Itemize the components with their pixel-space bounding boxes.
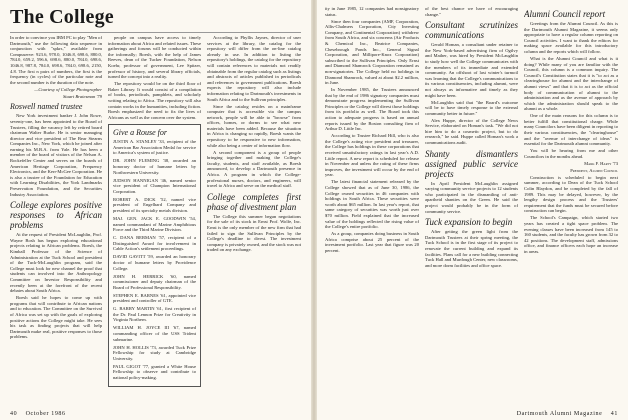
paragraph-mclaughlin: McLaughlin said that "the Board's outcome will be to have timely response to the external community better in future." (425, 99, 518, 116)
paragraph-what-is: What is the Alumni Council and what is it doing? While many of you are familiar with the Council, this column is a common inquiry. The Council's Constitution states that it is "to act as a clearinghouse for alumni and the interchange of alumni views" and that it is to act as the official body of communication of alumni to the administration and as the avenue of approach by which the administration should speak to the alumni as a whole. (524, 55, 618, 112)
paragraph-withdrew: Since then four companies (AMF, Corporation, Allis-Chalmers Corporation, City Investing Company, and Continental Corporation) withdrew from South Africa, and six concerns (Air Products & Chemical Inc., Beatrice Companies, Chesebrough Ponds Inc., General Signal Corporation, and Millipore-Knox Corporation) subscribed to the Sullivan Principles. Only Ernst and Diamond Shamrock Corporation remained as non-signatories. The College held no holdings in Diamond Shamrock, valued at about $2.2 million, in June. (325, 18, 419, 86)
box-entry: JUSTIN A. STANLEY '33, recipient of the American Bar Association Medal for service to America's system of justice. (113, 139, 196, 156)
box-entry: DAVID GAVITT '59, awarded an honorary doctor of humane letters by Providence College. (113, 254, 196, 271)
left-column-1 (10, 35, 102, 407)
paragraph-portfolio: As a group, companies doing business in South Africa comprise about 25 percent of the investment portfolio. Last year that figure was 20 percent. (325, 231, 419, 253)
box-entry: JOHN H. HERRICK '60, named commissioner and deputy chairman of the Board of Professional Responsibility. (113, 273, 196, 290)
paragraph-hearing: You will be hearing from me and other Councilors in the months ahead. (524, 148, 618, 159)
signature-title: President, Alumni Council (570, 167, 618, 173)
photo-credit-line: —Courtesy of College Photographer (34, 86, 102, 92)
paragraph-construction: Construction is scheduled to begin next summer, according to Dean of the Tuck School Colin Blaydon, and be completed by the fall of 1989. This may be delayed, however, by the lengthy design process and the Trustees' requirement that the funds must be secured before construction can begin. (524, 174, 618, 214)
paragraph-college-1: At the request of President McLaughlin, Prof. Wayne Bosh has begun exploring educational projects relating to African problems. Boesh, the Kimball Professor of the Science of Administration at the Tuck School and president of the Tuck-McLaughlin program, said the College must look for new channel the proof that students can involved into the Anthropology Committee on Investor Responsibility and recently been at the forefront of the recent debates about South Africa. (10, 232, 102, 294)
right-column-1 (325, 6, 419, 406)
issue-date: October 1986 (25, 411, 66, 417)
paragraph-november: In November 1985, the Trustees announced that by the end of 1986 signatory companies must demonstrate progress implementing the Sullivan Principles or the College will divest those holdings from its portfolio as well. The Board took this action to adequate progress is based on annual reports issued by the Boston consulting firm of Arthur D. Little Inc. (325, 87, 419, 132)
intro-paragraph: In order to convince you IBM PC to play "Men of Dartmouth," use the following data sequence in conjunction with "spkrs," available from Compuserve: 923.6, 978.0, 1046.8, 698.6, 880.0, 784.0, 659.2, 596.6, 698.6, 880.0, 784.0, 698.6, 1046.8, 987.8, 784.0, 698.6, 784.0, 698.6, 2150, 4.8. The first n pairs of numbers, the first is the frequency (in cycles) of the particular note and the second number is the duration of the note. (10, 35, 102, 85)
give-a-rouse-box (108, 124, 201, 387)
paragraph-campaign: The School's Campaign, which started two years has created a tight space problem. The evening classes have been increased from 145 to 160 students, and the faculty has grown from 32 to 42 positions. The development staff, admissions office, and finance officers each hope an increase in areas. (524, 215, 618, 254)
heading-alumni-council: Alumni Council report (524, 9, 606, 19)
heading-divestment: College completes first phase of divestment plan (207, 191, 301, 212)
paragraph-huppe: Alex Huppe, director of the College News Service, elaborated on Homan's task. "We did not hire him to do a cosmetic project, but to do research," he said. Huppe called Homan's work a communications audit. (425, 117, 518, 146)
paragraph-catalog-2: Since the catalog resides on a mainframe computer that is accessible via the campus network, people will be able to "browse" from offices, homes, or dorms to see what new materials have been added. Because the situation in Africa is changing so rapidly, Boesh wants the repository to be responsive to new information, while also being a center of information flow. (207, 103, 301, 148)
left-column-2 (108, 35, 201, 407)
page-number-right: 41 (610, 411, 618, 417)
left-column-3 (207, 35, 301, 407)
folio-right (517, 411, 618, 417)
header-rule (10, 32, 301, 33)
paragraph-nonsignatory: ity in June 1985, 12 companies had nonsignatory status. (325, 6, 419, 17)
paragraph-trustee-hill: According to Trustee Richard Hill, who is also the College's acting vice president and treasurer, the College has holdings in these corporations that received unsatisfactory ratings in last year's A.D. Little report. A new report is scheduled for release in November and unless the rating of these firms improves, the investment will occur by the end of year. (325, 133, 419, 178)
paragraph-catalog-1: According to Phyllis Jaynes, director of user services at the library, the catalog for the repository will differ from the on-line catalog already in use. In addition to listing the repository's holdings, the catalog for the repository will contain references to materials not readily obtainable from the regular catalog such as listings and abstracts of articles published in periodicals and references to government publications. Boesh expects the repository will also include information relating to Dartmouth's investments in South Africa and to the Sullivan principles. (207, 35, 301, 102)
paragraph-greetings: Greetings from the Alumni Council. As this is the Dartmouth Alumni Magazine, it seems only appropriate to have a regular column reporting on Council activities. I want to thank the editors for making space available for this introductory column and the reports which will follow. (524, 21, 618, 54)
paragraph-divestment: The College this summer began negotiations for the sale of its stock in Ernst Prof. Wolfe, Inc. Ernst is the only member of the new firm that had failed to sign the Sullivan Principles by the College's deadline to divest. The investment company is privately owned, and the stock was not traded on any exchange. (207, 213, 301, 253)
box-entry: JUDSON HANNIGAN '46, named senior vice president of Champion International Corporation. (113, 177, 196, 194)
box-entry: PAUL GIGOT '77, granted a White House Fellowship to observe and contribute to national policy-making. (113, 363, 196, 380)
left-page (0, 0, 311, 420)
section-title: The College (10, 6, 114, 28)
photo-credit-name: Stuart Bratesman '79 (62, 93, 102, 99)
box-entry: MAJ. GEN. JACK E. GOODWIN '54, named commandant of Marine Amphibious Force and the Third Marine Division. (113, 215, 196, 233)
right-column-2 (425, 6, 518, 406)
box-entry: G. BARRY MARTIN '61, first recipient of the Dr. Paul Lennon Prize for Creativity in Virginia Northern. (113, 306, 196, 323)
box-entry: C. DANA BERMAN '57, recipient of a Distinguished Award for involvement in Cable Action's settlement proceedings. (113, 235, 196, 252)
paragraph-tuck: After getting the green light from the Dartmouth Trustees at their spring meeting, the Tuck School is in the first stage of its project to renovate the current building and expand its facilities. Plans call for a new building connecting Tuck Hall and Murdough Center, new classrooms, and more dorm facilities and office space. (425, 229, 518, 268)
paragraph-shanty: In April President McLaughlin assigned varying community service projects to 12 students who participated in the dismantling of anti-apartheid shanties on the Green. He said the project would probably be in the form of community service. (425, 180, 518, 214)
paragraph-financial: The latest financial statement released by the College showed that as of June 30, 1986, the College owned securities in 46 companies with holdings in South Africa. These securities were worth about $65 million. In last year's report, that same category of securities was worth just over $70 million. Field explained that the increased value of the holdings reflected the rising value of the College's entire portfolio. (325, 179, 419, 230)
folio-left (10, 411, 66, 417)
right-column-3 (524, 6, 618, 406)
box-entry: WILLIAM H. JOYCE III '67, named commanding officer of the USS Trident submarine. (113, 325, 196, 342)
box-entry: DR. JOHN FLEMING '38, awarded an honorary doctor of humane letters by Northwestern University. (113, 158, 196, 175)
box-entry: STEPHEN E. BARNES '61, appointed vice president and controller of GTE. (113, 292, 196, 304)
right-page (317, 0, 628, 420)
magazine-name: Dartmouth Alumni Magazine (516, 411, 603, 417)
paragraph-roswell: New York investment banker J. John Rowe, seventy-one, has been appointed to the Board of Trustees, filling the vacancy left by retired board chairman Walter Burke. He is senior managing director and vice president of The Bear Stearns Companies Inc., New York, which he joined after earning his M.B.A. from Yale. He has been a member of the board of visitors of the Nelson A. Rockefeller Center and serves on the boards of American Heritage Corporation, Frequency Electronics, and the Kerr-McGee Corporation. He is also a trustee of the Foundation for Education with Learning Disabilities, the York Landmarks Preservation Foundation, and the Securities Industry Association. (10, 113, 102, 197)
paragraph-repository-1: people on campus have access to timely information about Africa and related issues. These gatherings and forums will be conducted within the informally; Boesh, with the help of James Reeves, dean of the Tucker Foundation, Nelson Koehr, professor of government, Lee Spitzer, professor of history, and several library officials, turned the concept into a reality. (108, 35, 201, 80)
heading-roswell: Roswell named trustee (10, 102, 83, 112)
heading-consultant: Consultant scrutinizes communications (425, 20, 518, 41)
page-number-left: 40 (10, 411, 18, 417)
box-title: Give a Rouse for (113, 128, 167, 138)
heading-shanty: Shanty dismantlers assigned public service projects (425, 148, 518, 179)
paragraph-charge: One of the main reasons for this column is to better fulfill that constitutional charge. While many Councilors have been diligent in reporting to their various constituencies, the "clearinghouse" and the "avenue of interchange of ideas" is essential for the Dartmouth alumni community. (524, 113, 618, 147)
paragraph-repository-2: The repository would be on the third floor of Baker Library. It would consist of a compilation of books, periodicals, pamphlets, and scholarly writing relating to Africa. The repository will also contain works in the humanities, including fiction. Boesh emphasized the need to fix the lives of Africans as well as the concern over the system. (108, 81, 201, 120)
paragraph-chance: of the best chance we have of encouraging change." (425, 6, 518, 17)
box-entry: ROBERT A. DICK '52, named vice president of Engelhard Company and president of its specialty metals division. (113, 196, 196, 213)
paragraph-homan: Gerald Homan, a consultant under retainer to the New York-based advertising firm of Ogilvy and Mather, was hired by President McLaughlin to study how well the College communicates with the members of its immediate and extended community. An offshoot of last winter's turmoil was learning that the College's communications to its various constituencies, including alumni, were not always as informative and timely as they might have been. (425, 42, 518, 98)
heading-college-explores: College explores positive responses to African problems (10, 200, 102, 231)
paragraph-catalog-3: A second component is a group of people bringing together and making the College's faculty, students, and staff available, as Boesh announced, to develop a Dartmouth presence in Africa. A program in which the College-professional nurses, doctors, and engineers, will travel to Africa and serve on the medical staff. (207, 149, 301, 189)
signature-name: Mark F. Harty '73 (584, 160, 618, 166)
box-entry: JOHN H. HOLLIS '73, awarded Tuck Prize Fellowship for study at Cambridge University. (113, 344, 196, 361)
heading-tuck: Tuck expansion to begin (425, 217, 513, 228)
paragraph-college-2: Boesh said he hopes to come up with programs that will contribute to African nations and to education. The Committee on the Survival of Africa was set up with the goals of exploring positive actions the College might take. He sees his task as finding projects that will help Dartmouth make real, positive responses to those problems. (10, 295, 102, 340)
